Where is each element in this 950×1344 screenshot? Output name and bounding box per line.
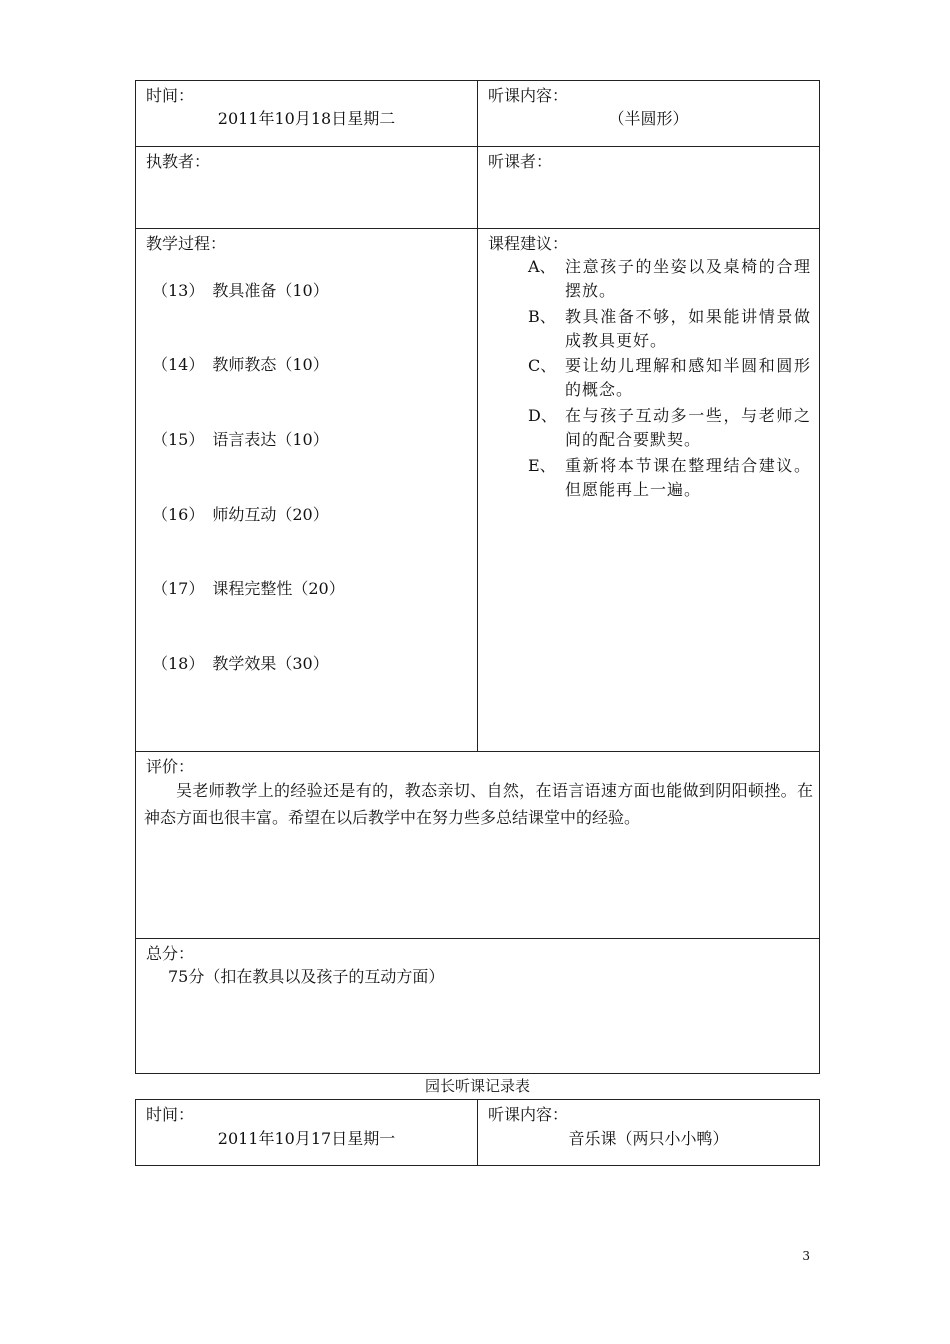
lesson-content-value: （半圆形） [608, 109, 689, 128]
time-label: 时间： [146, 1105, 195, 1124]
course-suggestion-cell [477, 228, 820, 752]
evaluation-cell [135, 751, 820, 939]
suggestion-marker: A、 [528, 257, 556, 276]
process-item: （16） 师幼互动（20） [152, 505, 329, 524]
suggestion-item [528, 454, 811, 502]
time-cell [135, 80, 478, 147]
suggestion-text: 教具准备不够，如果能讲情景做成教具更好。 [565, 307, 811, 350]
suggestion-item [528, 305, 811, 353]
listener-cell [477, 146, 820, 229]
form-title: 园长听课记录表 [424, 1077, 530, 1095]
teaching-process-label: 教学过程： [146, 234, 227, 253]
suggestion-marker: D、 [528, 406, 557, 425]
lesson-content-label: 听课内容： [488, 1105, 569, 1124]
lesson-content-cell [477, 80, 820, 147]
suggestion-text: 注意孩子的坐姿以及桌椅的合理摆放。 [565, 257, 811, 300]
process-item: （18） 教学效果（30） [152, 654, 329, 673]
evaluation-label: 评价： [146, 757, 195, 776]
evaluation-text: 吴老师教学上的经验还是有的，教态亲切、自然，在语言语速方面也能做到阴阳顿挫。在神态方面也很丰富。希望在以后教学中在努力些多总结课堂中的经验。 [144, 781, 813, 827]
process-item: （14） 教师教态（10） [152, 355, 329, 374]
time-value: 2011年10月18日星期二 [217, 109, 396, 128]
total-score-cell [135, 938, 820, 1074]
suggestion-marker: B、 [528, 307, 556, 326]
lesson-content-cell [477, 1099, 820, 1166]
course-suggestion-label: 课程建议： [488, 234, 569, 253]
time-label: 时间： [146, 86, 195, 105]
time-cell [135, 1099, 478, 1166]
process-item: （17） 课程完整性（20） [152, 579, 345, 598]
time-value: 2011年10月17日星期一 [217, 1129, 396, 1148]
teaching-process-cell [135, 228, 478, 752]
suggestion-text: 在与孩子互动多一些，与老师之间的配合要默契。 [565, 406, 811, 449]
suggestion-text: 要让幼儿理解和感知半圆和圆形的概念。 [565, 356, 811, 399]
suggestion-text: 重新将本节课在整理结合建议。但愿能再上一遍。 [565, 456, 811, 499]
total-score-text: 75分（扣在教具以及孩子的互动方面） [168, 967, 445, 986]
total-score-label: 总分： [146, 944, 195, 963]
suggestion-item [528, 404, 811, 452]
process-item: （15） 语言表达（10） [152, 430, 329, 449]
process-item: （13） 教具准备（10） [152, 281, 329, 300]
lesson-content-label: 听课内容： [488, 86, 569, 105]
suggestion-item [528, 255, 811, 303]
lesson-content-value: 音乐课（两只小小鸭） [568, 1129, 729, 1148]
listener-label: 听课者： [488, 152, 553, 171]
suggestion-marker: E、 [528, 456, 556, 475]
teacher-cell [135, 146, 478, 229]
page-number: 3 [802, 1249, 810, 1263]
suggestion-item [528, 354, 811, 402]
suggestion-marker: C、 [528, 356, 557, 375]
teacher-label: 执教者： [146, 152, 211, 171]
